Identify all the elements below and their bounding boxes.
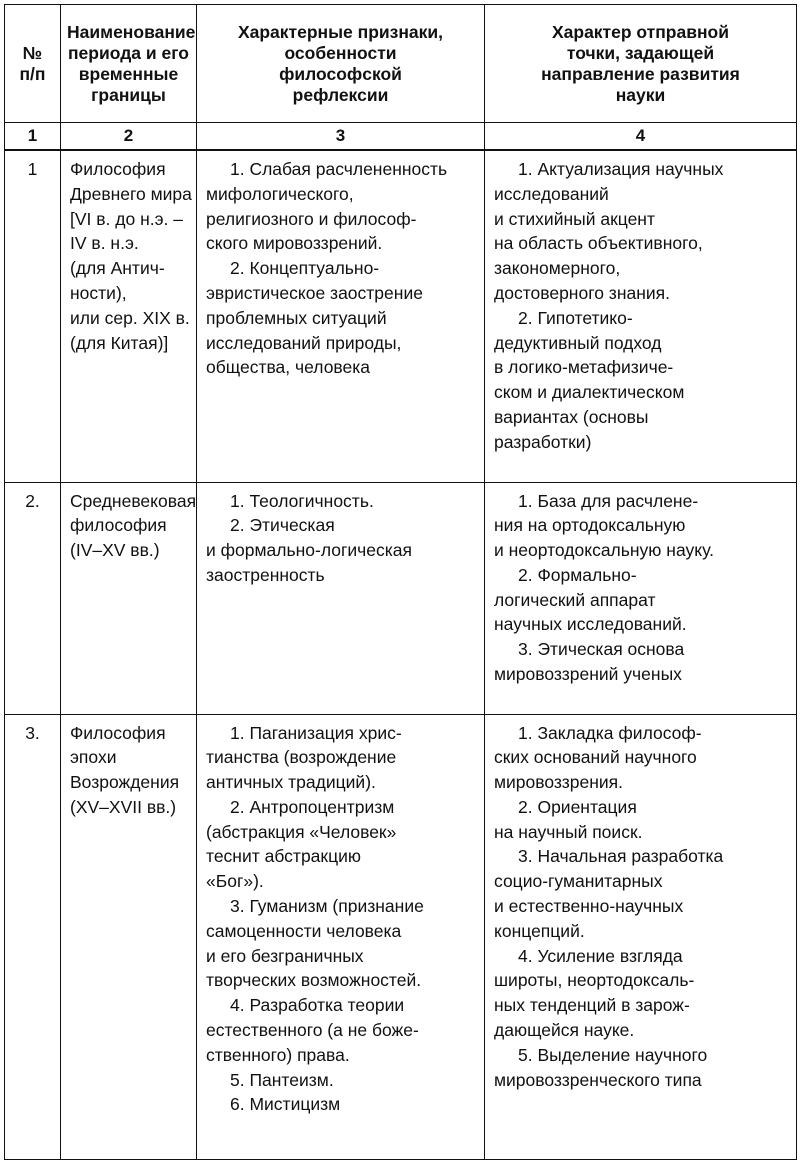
paragraph-start-line: 1. Слабая расчлененность [230,159,448,179]
text-line: и неортодоксальную науку. [494,540,714,561]
header-row [5,5,797,123]
text-line: и формально-логическая [206,540,412,561]
text-line: ственного) права. [206,1044,350,1065]
text-line: особенности [284,42,397,63]
text-line: ского мировоззрений. [206,233,383,254]
text-line: широты, неортодоксаль- [494,970,695,991]
column-number: 2 [61,123,197,151]
text-line: п/п [19,63,46,84]
text-line: на научный поиск. [494,821,643,842]
row-number: 2. [5,482,61,714]
paragraph-start-line: 5. Пантеизм. [230,1069,334,1090]
table-row [5,714,797,1159]
row-number: 1 [5,150,61,482]
text-line: мировоззрения. [494,772,624,793]
text-line: дающейся науке. [494,1020,635,1041]
text-line: IV в. н.э. [70,233,139,254]
text-line: (для Китая)] [70,332,169,353]
text-line: Средневековая [70,490,197,511]
header-number [5,5,61,123]
paragraph-start-line: 4. Разработка теории [230,995,405,1016]
text-line: и его безграничных [206,945,364,966]
paragraph-start-line: 3. Гуманизм (признание [230,896,424,917]
text-line: исследований природы, [206,332,402,353]
text-line: [VI в. до н.э. – [70,208,183,229]
column-number: 3 [197,123,485,151]
text-line: дедуктивный подход [494,332,662,353]
text-line: социо-гуманитарных [494,871,663,892]
starting-point-cell [485,714,797,1159]
text-line: естественного (а не боже- [206,1020,419,1041]
text-line: мировоззренческого типа [494,1069,702,1090]
text-line: общества, человека [206,357,371,378]
text-line: научных исследований. [494,614,687,635]
paragraph-start-line: 3. Этическая основа [518,639,685,660]
text-line: (для Антич- [70,258,165,279]
header-starting-point [485,5,797,123]
text-line: Характерные признаки, [237,21,444,42]
text-line: рефлексии [292,84,389,105]
text-line: № [22,42,43,63]
starting-point-cell [485,482,797,714]
text-line: Философия [70,159,166,179]
text-line: разработки) [494,431,592,452]
paragraph-start-line: 3. Начальная разработка [518,846,724,867]
period-cell [61,714,197,1159]
text-line: Древнего мира [70,183,192,204]
paragraph-start-line: 1. Паганизация хрис- [230,722,402,743]
paragraph-start-line: 2. Ориентация [518,796,637,817]
text-line: (абстракция «Человек» [206,821,397,842]
text-line: или сер. XIX в. [70,307,190,328]
paragraph-start-line: 2. Гипотетико- [518,307,633,328]
text-line: временные [78,63,179,84]
text-line: (XV–XVII вв.) [70,796,177,817]
text-line: самоценности человека [206,920,402,941]
text-line: логический аппарат [494,589,656,610]
paragraph-start-line: 2. Концептуально- [230,258,380,279]
text-line: религиозного и философ- [206,208,417,229]
text-line: ности), [70,282,127,303]
features-cell [197,150,485,482]
text-line: тианства (возрождение [206,747,397,768]
text-line: заостренность [206,564,325,585]
paragraph-start-line: 2. Антропоцентризм [230,796,395,817]
text-line: ском и диалектическом [494,382,685,403]
text-line: и стихийный акцент [494,208,655,229]
text-line: философской [279,63,402,84]
column-number: 1 [5,123,61,151]
text-line: направление развития [541,63,740,84]
text-line: Философия [70,722,166,743]
text-line: периода и его [67,42,189,63]
text-line: «Бог»). [206,871,264,892]
period-cell [61,150,197,482]
periods-table [4,4,797,1160]
text-line: Возрождения [70,772,180,793]
paragraph-start-line: 5. Выделение научного [518,1044,708,1065]
text-line: теснит абстракцию [206,846,361,867]
text-line: мифологического, [206,183,354,204]
text-line: проблемных ситуаций [206,307,387,328]
header-period [61,5,197,123]
text-line: ных тенденций в зарож- [494,995,690,1016]
text-line: на область объективного, [494,233,703,254]
paragraph-start-line: 1. Актуализация научных [518,159,724,179]
paragraph-start-line: 1. База для расчлене- [518,490,699,511]
text-line: достоверного знания. [494,282,670,303]
text-line: исследований [494,183,609,204]
text-line: эвристическое заострение [206,282,423,303]
column-numbers-row [5,123,797,151]
features-cell [197,714,485,1159]
text-line: ния на ортодоксальную [494,515,686,536]
text-line: мировоззрений ученых [494,664,682,685]
paragraph-start-line: 4. Усиление взгляда [518,945,683,966]
text-line: науки [615,84,666,105]
row-number: 3. [5,714,61,1159]
starting-point-cell [485,150,797,482]
text-line: Характер отправной [551,21,730,42]
text-line: эпохи [70,747,117,768]
text-line: античных традиций). [206,772,376,793]
text-line: концепций. [494,920,585,941]
paragraph-start-line: 6. Мистицизм [230,1094,341,1115]
paragraph-start-line: 2. Этическая [230,515,335,536]
table-row [5,482,797,714]
text-line: Наименование [67,21,196,42]
features-cell [197,482,485,714]
column-number: 4 [485,123,797,151]
text-line: и естественно-научных [494,896,684,917]
text-line: философия [70,515,167,536]
table-row [5,150,797,482]
text-line: в логико-метафизиче- [494,357,674,378]
period-cell [61,482,197,714]
text-line: точки, задающей [566,42,715,63]
paragraph-start-line: 2. Формально- [518,564,637,585]
paragraph-start-line: 1. Теологичность. [230,490,374,511]
header-features [197,5,485,123]
text-line: границы [91,84,166,105]
text-line: вариантах (основы [494,406,649,427]
text-line: (IV–XV вв.) [70,540,160,561]
text-line: ских оснований научного [494,747,697,768]
text-line: творческих возможностей. [206,970,422,991]
text-line: закономерного, [494,258,621,279]
paragraph-start-line: 1. Закладка философ- [518,722,702,743]
